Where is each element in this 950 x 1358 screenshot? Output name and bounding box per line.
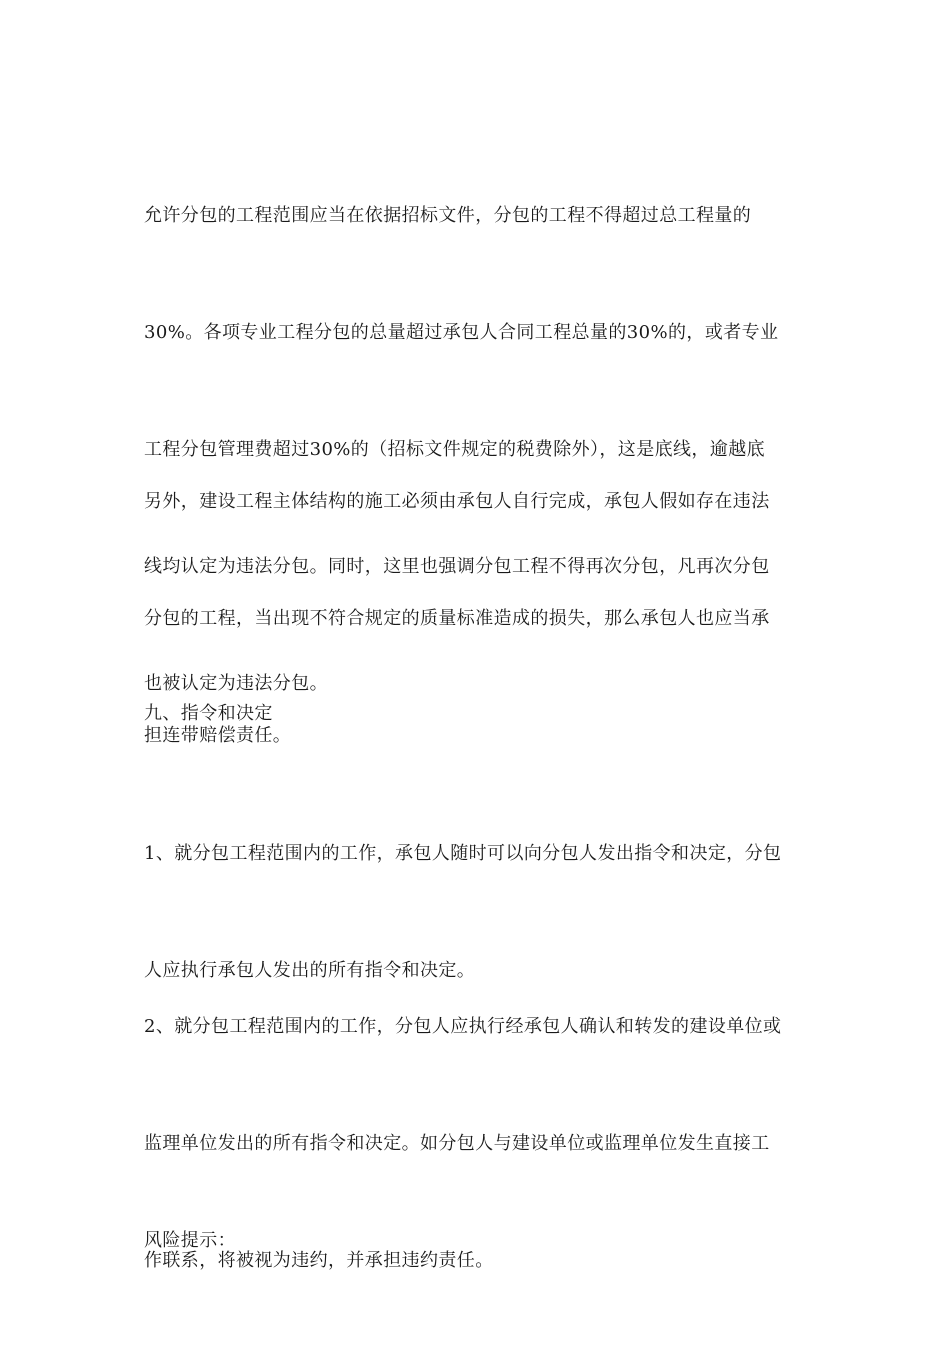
text-line: 允许分包的工程范围应当在依据招标文件，分包的工程不得超过总工程量的 [144,205,752,226]
text-line: 担连带赔偿责任。 [144,725,292,746]
text-line: 作联系，将被视为违约，并承担违约责任。 [144,1250,494,1271]
text-line: 1、就分包工程范围内的工作，承包人随时可以向分包人发出指令和决定，分包 [144,843,782,864]
text-line: 监理单位发出的所有指令和决定。如分包人与建设单位或监理单位发生直接工 [144,1133,770,1154]
heading-text: 九、指令和决定 [144,703,273,724]
text-line: 另外，建设工程主体结构的施工必须由承包人自行完成，承包人假如存在违法 [144,491,770,512]
text-line: 工程分包管理费超过30%的（招标文件规定的税费除外），这是底线，逾越底 [144,439,766,460]
text-line: 2、就分包工程范围内的工作，分包人应执行经承包人确认和转发的建设单位或 [144,1016,782,1037]
text-line: 人应执行承包人发出的所有指令和决定。 [144,960,476,981]
heading-text: 风险提示： [144,1230,236,1251]
text-line: 分包的工程，当出现不符合规定的质量标准造成的损失，那么承包人也应当承 [144,608,770,629]
risk-warning-heading [144,1143,808,1338]
text-line: 也被认定为违法分包。 [144,673,328,694]
text-line: 线均认定为违法分包。同时，这里也强调分包工程不得再次分包，凡再次分包 [144,556,770,577]
text-line: 30%。各项专业工程分包的总量超过承包人合同工程总量的30%的，或者专业 [144,322,779,343]
